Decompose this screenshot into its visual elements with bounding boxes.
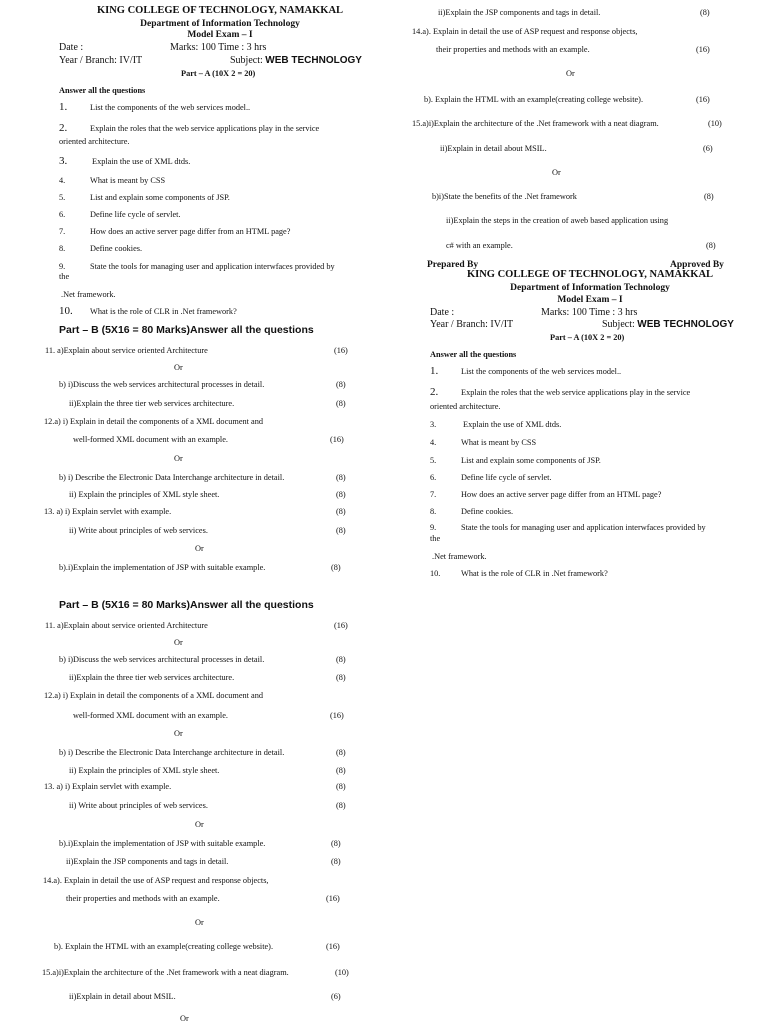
qb-text: their properties and methods with an example. — [436, 45, 590, 54]
qb-text: ii)Explain in detail about MSIL. — [69, 992, 176, 1001]
qb-text: 11. a)Explain about service oriented Architecture — [45, 346, 208, 355]
q-text: oriented architecture. — [59, 137, 130, 146]
qb-text: ii)Explain the steps in the creation of aweb based application using — [446, 216, 669, 225]
q-text: What is meant by CSS — [461, 438, 537, 447]
q-text: State the tools for managing user and application interwfaces provided by — [90, 262, 335, 271]
qb-marks: (8) — [336, 655, 346, 664]
qb-marks: (16) — [696, 45, 710, 54]
marks-time: Marks: 100 Time : 3 hrs — [541, 307, 638, 318]
year-branch: Year / Branch: IV/IT — [59, 55, 143, 66]
qb-text: well-formed XML document with an example. — [73, 435, 228, 444]
qb-text: 13. a) i) Explain servlet with example. — [44, 507, 172, 516]
qb-text: b) i)Discuss the web services architectural processes in detail. — [59, 655, 265, 664]
qb-text: c# with an example. — [446, 241, 513, 250]
qb-marks: (8) — [336, 782, 346, 791]
qb-marks: (6) — [703, 144, 713, 153]
qb-text: b) i)Discuss the web services architectural processes in detail. — [59, 380, 265, 389]
q-text: .Net framework. — [61, 290, 116, 299]
qb-marks: (6) — [331, 992, 341, 1001]
qb-or: Or — [195, 918, 204, 927]
subject-name: WEB TECHNOLOGY — [265, 55, 362, 66]
qb-marks: (8) — [331, 857, 341, 866]
qb-text: 14.a). Explain in detail the use of ASP request and response objects, — [412, 27, 638, 36]
marks-time: Marks: 100 Time : 3 hrs — [170, 42, 267, 53]
q-text: the — [430, 534, 441, 543]
qb-or: Or — [180, 1014, 189, 1023]
q-number: 1. — [59, 101, 68, 113]
q-number: 7. — [430, 490, 437, 499]
qb-marks: (16) — [330, 435, 344, 444]
qb-text: 12.a) i) Explain in detail the components of a XML document and — [44, 691, 264, 700]
qb-text: ii)Explain in detail about MSIL. — [440, 144, 547, 153]
qb-marks: (8) — [336, 801, 346, 810]
q-text: .Net framework. — [432, 552, 487, 561]
qb-or: Or — [174, 363, 183, 372]
qb-marks: (8) — [706, 241, 716, 250]
q-number: 2. — [430, 386, 439, 398]
qb-text: well-formed XML document with an example. — [73, 711, 228, 720]
q-text: Define cookies. — [461, 507, 514, 516]
qb-text: ii)Explain the JSP components and tags in detail. — [438, 8, 601, 17]
qb-text: ii) Write about principles of web services. — [69, 526, 208, 535]
qb-text: b)i)State the benefits of the .Net framework — [432, 192, 577, 201]
qb-marks: (8) — [336, 507, 346, 516]
qb-text: ii) Explain the principles of XML style sheet. — [69, 766, 220, 775]
q-text: List the components of the web services model.. — [90, 103, 251, 112]
qb-text: b) i) Describe the Electronic Data Interchange architecture in detail. — [59, 473, 285, 482]
qb-marks: (16) — [334, 346, 348, 355]
q-text: How does an active server page differ from an HTML page? — [90, 227, 291, 236]
subject-label: Subject: WEB TECHNOLOGY — [230, 55, 362, 66]
qb-text: b).i)Explain the implementation of JSP with suitable example. — [59, 839, 266, 848]
qb-text: 11. a)Explain about service oriented Architecture — [45, 621, 208, 630]
date-field: Date : — [430, 307, 455, 318]
qb-text: ii)Explain the JSP components and tags in detail. — [66, 857, 229, 866]
part-b-title: Part – B (5X16 = 80 Marks)Answer all the questions — [59, 324, 314, 336]
q-text: the — [59, 272, 70, 281]
qb-marks: (8) — [704, 192, 714, 201]
q-text: Define life cycle of servlet. — [461, 473, 552, 482]
q-number: 9. — [430, 523, 437, 532]
qb-text: their properties and methods with an example. — [66, 894, 220, 903]
answer-all: Answer all the questions — [430, 350, 517, 359]
q-number: 1. — [430, 365, 439, 377]
qb-marks: (8) — [336, 766, 346, 775]
q-text: List the components of the web services model.. — [461, 367, 622, 376]
qb-text: ii)Explain the three tier web services architecture. — [69, 673, 235, 682]
qb-marks: (8) — [336, 473, 346, 482]
qb-marks: (16) — [330, 711, 344, 720]
exam-name: Model Exam – I — [187, 30, 253, 40]
qb-marks: (16) — [326, 942, 340, 951]
qb-marks: (8) — [336, 673, 346, 682]
qb-text: b) i) Describe the Electronic Data Interchange architecture in detail. — [59, 748, 285, 757]
qb-text: b). Explain the HTML with an example(creating college website). — [54, 942, 274, 951]
q-number: 10. — [430, 569, 441, 578]
q-number: 10. — [59, 305, 73, 317]
part-a-title: Part – A (10X 2 = 20) — [181, 69, 256, 78]
q-number: 4. — [430, 438, 437, 447]
approved-by: Approved By — [670, 260, 724, 270]
college-title: KING COLLEGE OF TECHNOLOGY, NAMAKKAL — [466, 269, 714, 280]
qb-marks: (10) — [708, 119, 722, 128]
department: Department of Information Technology — [140, 19, 300, 29]
qb-marks: (8) — [336, 526, 346, 535]
qb-marks: (16) — [334, 621, 348, 630]
date-field: Date : — [59, 42, 84, 53]
college-title: KING COLLEGE OF TECHNOLOGY, NAMAKKAL — [96, 5, 344, 16]
q-text: What is the role of CLR in .Net framework? — [90, 307, 237, 316]
qb-marks: (16) — [326, 894, 340, 903]
q-number: 6. — [59, 210, 66, 219]
q-number: 3. — [430, 420, 437, 429]
qb-text: 13. a) i) Explain servlet with example. — [44, 782, 172, 791]
q-text: What is the role of CLR in .Net framework? — [461, 569, 608, 578]
qb-text: ii) Write about principles of web services. — [69, 801, 208, 810]
qb-marks: (8) — [331, 839, 341, 848]
q-number: 5. — [59, 193, 66, 202]
q-number: 7. — [59, 227, 66, 236]
subject-label: Subject: WEB TECHNOLOGY — [602, 319, 734, 330]
qb-text: ii)Explain the three tier web services architecture. — [69, 399, 235, 408]
q-number: 4. — [59, 176, 66, 185]
qb-or: Or — [195, 820, 204, 829]
q-text: Explain the use of XML dtds. — [92, 157, 191, 166]
q-number: 9. — [59, 262, 66, 271]
qb-text: 15.a)i)Explain the architecture of the .Net framework with a neat diagram. — [412, 119, 659, 128]
qb-text: 12.a) i) Explain in detail the components of a XML document and — [44, 417, 264, 426]
qb-or: Or — [552, 168, 561, 177]
qb-marks: (8) — [336, 748, 346, 757]
q-text: What is meant by CSS — [90, 176, 166, 185]
q-text: How does an active server page differ from an HTML page? — [461, 490, 662, 499]
qb-marks: (8) — [331, 563, 341, 572]
q-number: 8. — [430, 507, 437, 516]
q-number: 3. — [59, 155, 68, 167]
qb-or: Or — [195, 544, 204, 553]
qb-or: Or — [174, 638, 183, 647]
year-branch: Year / Branch: IV/IT — [430, 319, 514, 330]
qb-text: ii) Explain the principles of XML style sheet. — [69, 490, 220, 499]
prepared-by: Prepared By — [427, 260, 479, 270]
qb-text: b).i)Explain the implementation of JSP with suitable example. — [59, 563, 266, 572]
q-text: Define cookies. — [90, 244, 143, 253]
q-number: 2. — [59, 122, 68, 134]
subject-name: WEB TECHNOLOGY — [637, 319, 734, 330]
q-number: 6. — [430, 473, 437, 482]
q-text: oriented architecture. — [430, 402, 501, 411]
q-text: List and explain some components of JSP. — [90, 193, 230, 202]
part-b-title: Part – B (5X16 = 80 Marks)Answer all the questions — [59, 599, 314, 611]
q-text: Explain the use of XML dtds. — [463, 420, 562, 429]
qb-marks: (8) — [336, 399, 346, 408]
q-text: List and explain some components of JSP. — [461, 456, 601, 465]
qb-text: 15.a)i)Explain the architecture of the .Net framework with a neat diagram. — [42, 968, 289, 977]
q-text: Explain the roles that the web service applications play in the service — [461, 388, 691, 397]
q-text: State the tools for managing user and application interwfaces provided by — [461, 523, 706, 532]
department: Department of Information Technology — [510, 283, 670, 293]
qb-marks: (8) — [700, 8, 710, 17]
qb-marks: (16) — [696, 95, 710, 104]
qb-text: 14.a). Explain in detail the use of ASP request and response objects, — [43, 876, 269, 885]
q-number: 5. — [430, 456, 437, 465]
exam-name: Model Exam – I — [557, 295, 623, 305]
q-text: Explain the roles that the web service applications play in the service — [90, 124, 320, 133]
qb-or: Or — [566, 69, 575, 78]
qb-marks: (8) — [336, 380, 346, 389]
q-number: 8. — [59, 244, 66, 253]
q-text: Define life cycle of servlet. — [90, 210, 181, 219]
qb-marks: (8) — [336, 490, 346, 499]
answer-all: Answer all the questions — [59, 86, 146, 95]
part-a-title: Part – A (10X 2 = 20) — [550, 333, 625, 342]
qb-or: Or — [174, 454, 183, 463]
qb-text: b). Explain the HTML with an example(creating college website). — [424, 95, 644, 104]
qb-or: Or — [174, 729, 183, 738]
qb-marks: (10) — [335, 968, 349, 977]
